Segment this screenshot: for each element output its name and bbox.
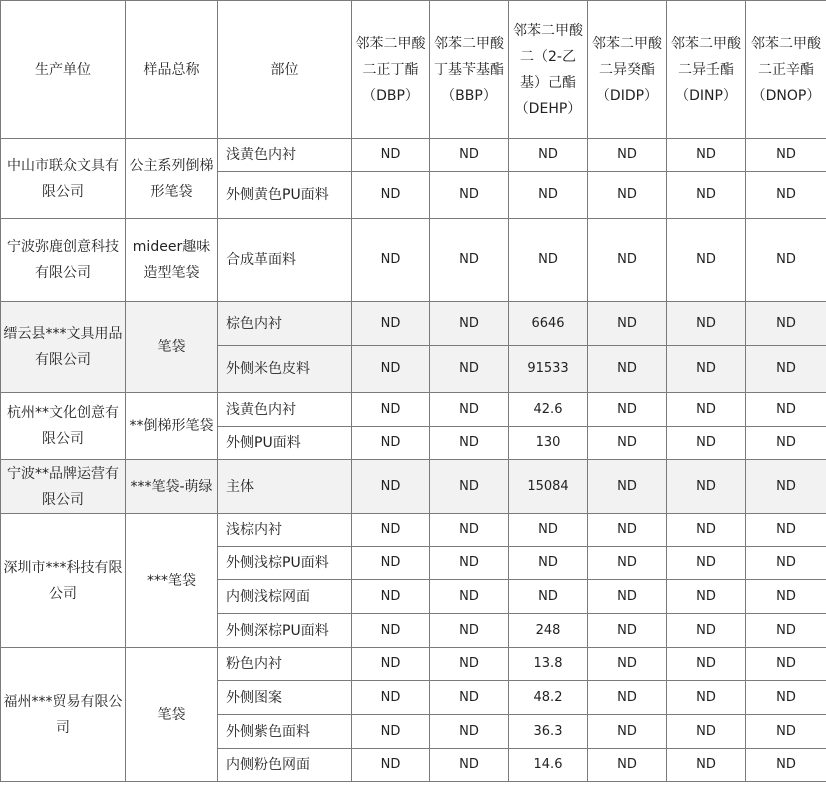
dnop-value-cell: ND [746,749,826,782]
bbp-value-cell: ND [430,749,509,782]
table-row [1,648,826,681]
part-cell: 内侧浅棕网面 [218,580,352,614]
table-row [1,139,826,172]
part-cell: 浅黄色内衬 [218,393,352,427]
dehp-value-cell: 130 [509,427,588,460]
table-row [1,302,826,346]
dbp-value-cell: ND [352,547,430,580]
bbp-value-cell: ND [430,648,509,681]
bbp-value-cell: ND [430,580,509,614]
part-cell: 棕色内衬 [218,302,352,346]
bbp-value-cell: ND [430,514,509,547]
didp-value-cell: ND [588,580,667,614]
dbp-value-cell: ND [352,393,430,427]
dnop-value-cell: ND [746,302,826,346]
didp-value-cell: ND [588,302,667,346]
dbp-value-cell: ND [352,460,430,514]
unit-cell: 杭州**文化创意有限公司 [1,393,126,460]
dinp-value-cell: ND [667,393,746,427]
table-row [1,219,826,302]
dnop-value-cell: ND [746,648,826,681]
dbp-value-cell: ND [352,648,430,681]
dnop-value-cell: ND [746,427,826,460]
dehp-value-cell: 15084 [509,460,588,514]
dinp-value-cell: ND [667,219,746,302]
dnop-value-cell: ND [746,547,826,580]
part-cell: 合成革面料 [218,219,352,302]
dnop-value-cell: ND [746,580,826,614]
bbp-value-cell: ND [430,614,509,648]
part-cell: 主体 [218,460,352,514]
part-cell: 浅棕内衬 [218,514,352,547]
sample-cell: ***笔袋 [126,514,218,648]
dbp-value-cell: ND [352,346,430,393]
table-row [1,514,826,547]
dinp-value-cell: ND [667,681,746,715]
didp-value-cell: ND [588,614,667,648]
dnop-value-cell: ND [746,219,826,302]
part-cell: 浅黄色内衬 [218,139,352,172]
header-dbp: 邻苯二甲酸二正丁酯（DBP） [352,1,430,139]
dnop-value-cell: ND [746,393,826,427]
dbp-value-cell: ND [352,172,430,219]
sample-cell: mideer趣味造型笔袋 [126,219,218,302]
dehp-value-cell: 91533 [509,346,588,393]
dbp-value-cell: ND [352,580,430,614]
dnop-value-cell: ND [746,139,826,172]
dinp-value-cell: ND [667,547,746,580]
sample-cell: **倒梯形笔袋 [126,393,218,460]
dehp-value-cell: ND [509,514,588,547]
bbp-value-cell: ND [430,393,509,427]
dbp-value-cell: ND [352,514,430,547]
dbp-value-cell: ND [352,219,430,302]
dinp-value-cell: ND [667,460,746,514]
sample-cell: ***笔袋-萌绿 [126,460,218,514]
header-dinp: 邻苯二甲酸二异壬酯（DINP） [667,1,746,139]
part-cell: 外侧图案 [218,681,352,715]
bbp-value-cell: ND [430,427,509,460]
part-cell: 外侧黄色PU面料 [218,172,352,219]
didp-value-cell: ND [588,172,667,219]
dehp-value-cell: ND [509,172,588,219]
didp-value-cell: ND [588,547,667,580]
part-cell: 粉色内衬 [218,648,352,681]
didp-value-cell: ND [588,393,667,427]
dehp-value-cell: ND [509,139,588,172]
header-part: 部位 [218,1,352,139]
dinp-value-cell: ND [667,715,746,749]
bbp-value-cell: ND [430,172,509,219]
header-dnop: 邻苯二甲酸二正辛酯（DNOP） [746,1,826,139]
dehp-value-cell: 48.2 [509,681,588,715]
header-row [1,1,826,139]
unit-cell: 缙云县***文具用品有限公司 [1,302,126,393]
didp-value-cell: ND [588,681,667,715]
sample-cell: 笔袋 [126,302,218,393]
didp-value-cell: ND [588,648,667,681]
dinp-value-cell: ND [667,514,746,547]
dinp-value-cell: ND [667,648,746,681]
dinp-value-cell: ND [667,346,746,393]
table-row [1,460,826,514]
dehp-value-cell: ND [509,219,588,302]
bbp-value-cell: ND [430,681,509,715]
part-cell: 内侧粉色网面 [218,749,352,782]
dehp-value-cell: ND [509,580,588,614]
bbp-value-cell: ND [430,715,509,749]
dnop-value-cell: ND [746,681,826,715]
dehp-value-cell: 248 [509,614,588,648]
didp-value-cell: ND [588,715,667,749]
dbp-value-cell: ND [352,614,430,648]
dehp-value-cell: 42.6 [509,393,588,427]
dehp-value-cell: ND [509,547,588,580]
dnop-value-cell: ND [746,715,826,749]
dbp-value-cell: ND [352,427,430,460]
dbp-value-cell: ND [352,749,430,782]
dnop-value-cell: ND [746,172,826,219]
bbp-value-cell: ND [430,346,509,393]
unit-cell: 中山市联众文具有限公司 [1,139,126,219]
didp-value-cell: ND [588,139,667,172]
bbp-value-cell: ND [430,302,509,346]
header-bbp: 邻苯二甲酸丁基苄基酯（BBP） [430,1,509,139]
didp-value-cell: ND [588,514,667,547]
dinp-value-cell: ND [667,614,746,648]
bbp-value-cell: ND [430,547,509,580]
header-dehp: 邻苯二甲酸二（2-乙基）己酯（DEHP） [509,1,588,139]
unit-cell: 福州***贸易有限公司 [1,648,126,782]
unit-cell: 深圳市***科技有限公司 [1,514,126,648]
dnop-value-cell: ND [746,460,826,514]
sample-cell: 公主系列倒梯形笔袋 [126,139,218,219]
dinp-value-cell: ND [667,427,746,460]
bbp-value-cell: ND [430,139,509,172]
dehp-value-cell: 13.8 [509,648,588,681]
dnop-value-cell: ND [746,514,826,547]
table-row [1,393,826,427]
dinp-value-cell: ND [667,580,746,614]
dehp-value-cell: 14.6 [509,749,588,782]
part-cell: 外侧紫色面料 [218,715,352,749]
didp-value-cell: ND [588,219,667,302]
unit-cell: 宁波**品牌运营有限公司 [1,460,126,514]
part-cell: 外侧米色皮料 [218,346,352,393]
header-didp: 邻苯二甲酸二异癸酯（DIDP） [588,1,667,139]
didp-value-cell: ND [588,749,667,782]
didp-value-cell: ND [588,346,667,393]
dinp-value-cell: ND [667,749,746,782]
header-unit: 生产单位 [1,1,126,139]
sample-cell: 笔袋 [126,648,218,782]
dnop-value-cell: ND [746,346,826,393]
part-cell: 外侧PU面料 [218,427,352,460]
dehp-value-cell: 36.3 [509,715,588,749]
dinp-value-cell: ND [667,139,746,172]
didp-value-cell: ND [588,460,667,514]
part-cell: 外侧深棕PU面料 [218,614,352,648]
bbp-value-cell: ND [430,219,509,302]
dbp-value-cell: ND [352,139,430,172]
unit-cell: 宁波弥鹿创意科技有限公司 [1,219,126,302]
dehp-value-cell: 6646 [509,302,588,346]
dbp-value-cell: ND [352,302,430,346]
table-body [1,139,826,782]
part-cell: 外侧浅棕PU面料 [218,547,352,580]
dnop-value-cell: ND [746,614,826,648]
header-sample: 样品总称 [126,1,218,139]
didp-value-cell: ND [588,427,667,460]
bbp-value-cell: ND [430,460,509,514]
dinp-value-cell: ND [667,172,746,219]
dbp-value-cell: ND [352,715,430,749]
dinp-value-cell: ND [667,302,746,346]
dbp-value-cell: ND [352,681,430,715]
